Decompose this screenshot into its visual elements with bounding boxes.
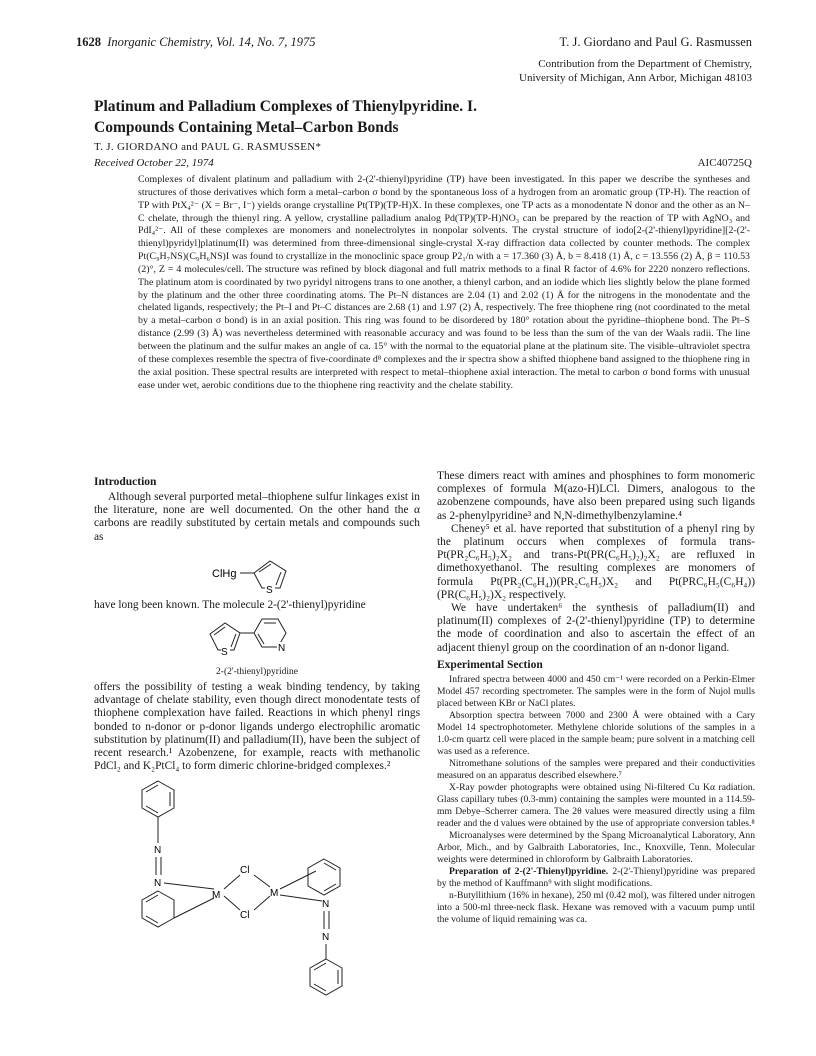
- azo-n-bottom-1: N: [322, 899, 330, 911]
- experimental-heading: Experimental Section: [437, 658, 543, 671]
- preparation-text: 2-(2'-Thienyl)pyridine was prepared by the method of Kauffmann⁹ with slight modifications.: [437, 865, 755, 889]
- article-code: AIC40725Q: [697, 157, 752, 169]
- chloride-bridge-top: Cl: [240, 865, 250, 877]
- azo-n-bottom-2: N: [322, 932, 330, 944]
- affiliation: [422, 57, 752, 85]
- ring-n-atom: N: [278, 643, 286, 655]
- running-header-left: [76, 35, 315, 50]
- intro-paragraph-3: offers the possibility of testing a weak binding tendency, by taking advantage of chelate stability, even though direct monodentate tests of thiophene complexation have failed. Reactions in which phenyl rings bonded to n-donor or p-donor ligands undergo electrophilic aromatic substitution by platinum(II) and palladium(II), have been the subject of recent research.¹ Azobenzene, for example, reacts with methanolic PdCl₂ and K₂PtCl₄ to form dimeric chlorine-bridged complexes.²: [94, 681, 420, 773]
- title-line-1: Platinum and Palladium Complexes of Thienylpyridine. I.: [94, 98, 477, 115]
- exp-conductivity: Nitromethane solutions of the samples were prepared and their conductivities measured on an apparatus described elsewhere.⁷: [437, 757, 755, 781]
- affiliation-line-2: University of Michigan, Ann Arbor, Michigan 48103: [519, 72, 752, 84]
- chloromercurithiophene-structure: [94, 544, 420, 594]
- ring-s-atom: S: [221, 647, 228, 659]
- page-number: 1628: [76, 35, 101, 49]
- exp-preparation: [437, 866, 755, 890]
- azo-n-top-1: N: [154, 845, 162, 857]
- metal-right: M: [270, 888, 279, 900]
- chloride-bridge-bottom: Cl: [240, 910, 250, 922]
- affiliation-line-1: Contribution from the Department of Chemistry,: [538, 58, 752, 70]
- exp-microanalyses: Microanalyses were determined by the Spang Microanalytical Laboratory, Ann Arbor, Mich., and by Galbraith Laboratories, Inc., Knoxville, Tenn. Molecular weights were determined in chloroform by Galbraith Laboratories.: [437, 829, 755, 865]
- exp-butyllithium: n-Butyllithium (16% in hexane), 250 ml (0.42 mol), was filtered under nitrogen into a 500-ml three-neck flask. Hexane was removed with a vacuum pump until the volume of liquid remaining was ca.: [437, 889, 755, 925]
- title-line-2: Compounds Containing Metal–Carbon Bonds: [94, 119, 399, 136]
- preparation-heading: Preparation of 2-(2'-Thienyl)pyridine.: [449, 865, 609, 877]
- intro-paragraph-1: Although several purported metal–thiophene sulfur linkages exist in the literature, none are well documented. On the other hand the α carbons are readily substituted by certain metals and compounds such as: [94, 491, 420, 543]
- dimer-paragraph: These dimers react with amines and phosphines to form monomeric complexes of formula M(azo-H)LCl. Dimers, analogous to the azobenzene compounds, have also been prepared using such ligands as 2-phenylpyridine³ and N,N-dimethylbenzylamine.⁴: [437, 470, 755, 522]
- azo-n-top-2: N: [154, 878, 162, 890]
- running-header-authors: T. J. Giordano and Paul G. Rasmussen: [559, 35, 752, 49]
- exp-xray: X-Ray powder photographs were obtained using Ni-filtered Cu Kα radiation. Glass capillary tubes (0.3-mm) containing the samples were mounted in a 114.59-mm Debye–Scherrer camera. The 2θ values were measured directly using a film reader and the d values were obtained by the use of appropriate conversion tables.⁸: [437, 781, 755, 829]
- metal-left: M: [212, 890, 221, 902]
- intro-paragraph-2: have long been known. The molecule 2-(2'-thienyl)pyridine: [94, 598, 366, 611]
- undertaken-paragraph: We have undertaken⁶ the synthesis of palladium(II) and platinum(II) complexes of 2-(2'-thienyl)pyridine (TP) to determine the mode of coordination and also to ascertain the effect of an adjacent thienyl group on the coordination of an n-donor ligand.: [437, 602, 755, 654]
- received-date: Received October 22, 1974: [94, 157, 214, 169]
- clhg-label: ClHg: [212, 567, 237, 580]
- cheney-paragraph: Cheney⁵ et al. have reported that substitution of a phenyl ring by the platinum occurs when complexes of formula trans-Pt(PR₂C₆H₅)₂X₂ and trans-Pt(PR(C₆H₅)₂)₂X₂ are refluxed in dimethoxyethanol. The resulting complexes are monomers of formula Pt(PR₂(C₆H₄))(PR₂C₆H₅)X₂ and Pt(PRC₆H₅(C₆H₄))(PR(C₆H₅)₂)X₂ respectively.: [437, 522, 755, 601]
- exp-infrared: Infrared spectra between 4000 and 450 cm⁻¹ were recorded on a Perkin-Elmer Model 457 recording spectrometer. The samples were in the form of Nujol mulls placed between KBr or NaCl plates.: [437, 673, 755, 709]
- journal-citation: Inorganic Chemistry, Vol. 14, No. 7, 1975: [107, 35, 316, 49]
- thiophene-s-atom: S: [266, 584, 273, 594]
- author-list: T. J. GIORDANO and PAUL G. RASMUSSEN*: [94, 141, 322, 153]
- left-column: [94, 476, 420, 1014]
- exp-absorption: Absorption spectra between 7000 and 2300 Å were obtained with a Cary Model 14 spectrophotometer. Methylene chloride solutions of the samples in a 1.0-cm quartz cell were placed in the sample beam; pure solvent in a matching cell was used as a reference.: [437, 709, 755, 757]
- right-column: [437, 470, 755, 926]
- intro-heading: Introduction: [94, 476, 157, 488]
- article-title: [94, 96, 754, 138]
- thienylpyridine-caption: 2-(2'-thienyl)pyridine: [216, 667, 298, 678]
- azobenzene-dimer-structure: [94, 773, 420, 1009]
- thienylpyridine-structure: [94, 612, 420, 660]
- abstract: Complexes of divalent platinum and palladium with 2-(2'-thienyl)pyridine (TP) have been investigated. In this paper we describe the syntheses and structures of those derivatives which form a metal–carbon σ bond by the spontaneous loss of a hydrogen from an aromatic group (TP-H). The reaction of TP with PtX₄²⁻ (X = Br⁻, I⁻) yields orange crystalline Pt(TP)(TP-H)X. In these complexes, one TP acts as a monodentate N donor and the other as an N–C chelate, through the thienyl ring. A yellow, crystalline palladium analog Pd(TP)(TP-H)NO₃ can be prepared by the reaction of TP with AgNO₃ and PdI₄²⁻. All of these complexes are monomers and nonelectrolytes in nonpolar solvents. The crystal structure of iodo[2-(2'-thienyl)pyridine][2-(2'-thienyl)pyridyl]platinum(II) was determined from three-dimensional single-crystal X-ray diffraction data collected by counter methods. The complex Pt(C₉H₇NS)(C₉H₆NS)I was found to crystallize in the monoclinic space group P2₁/n with a = 17.360 (3) Å, b = 8.418 (1) Å, c = 13.556 (2) Å, β = 110.53 (2)°, Z = 4 molecules/cell. The structure was refined by block diagonal and full matrix methods to a final R factor of 4.6% for 2220 nonzero reflections. The platinum atom is coordinated by two pyridyl nitrogens trans to one another, a thienyl carbon, and an iodide which lies slightly below the plane formed by the platinum and the other three coordinating atoms. The Pt–N distances are 2.04 (1) and 2.02 (1) Å for the nitrogens in the monodentate and the chelated ligands, respectively; the Pt–I and Pt–C distances are 2.68 (1) and 1.97 (2) Å, respectively. The free thiophene ring (not coordinated to the metal by a metal–carbon σ bond) is in an axial position. This ring was found to be disordered by 180° rotation about the pyridine–thiophene bond. The Pt–S distance (2.99 (3) Å) was nevertheless determined with reasonable accuracy and was found to be less than the sum of the van der Waals radii. The line between the platinum and the sulfur makes an angle of ca. 15° with the normal to the equatorial plane at the platinum site. The visible–ultraviolet spectra of these complexes resemble the spectra of five-coordinate d⁸ complexes and the ir spectra show a shifted thiophene band assigned to the thiophene ring in the axial position. These spectral results are interpreted with respect to metal–thiophene axial interaction. The metal to carbon σ bond forms with unusual ease under wet, aerobic conditions due to the thiophene ring reactivity and the chelate stability.: [138, 174, 750, 391]
